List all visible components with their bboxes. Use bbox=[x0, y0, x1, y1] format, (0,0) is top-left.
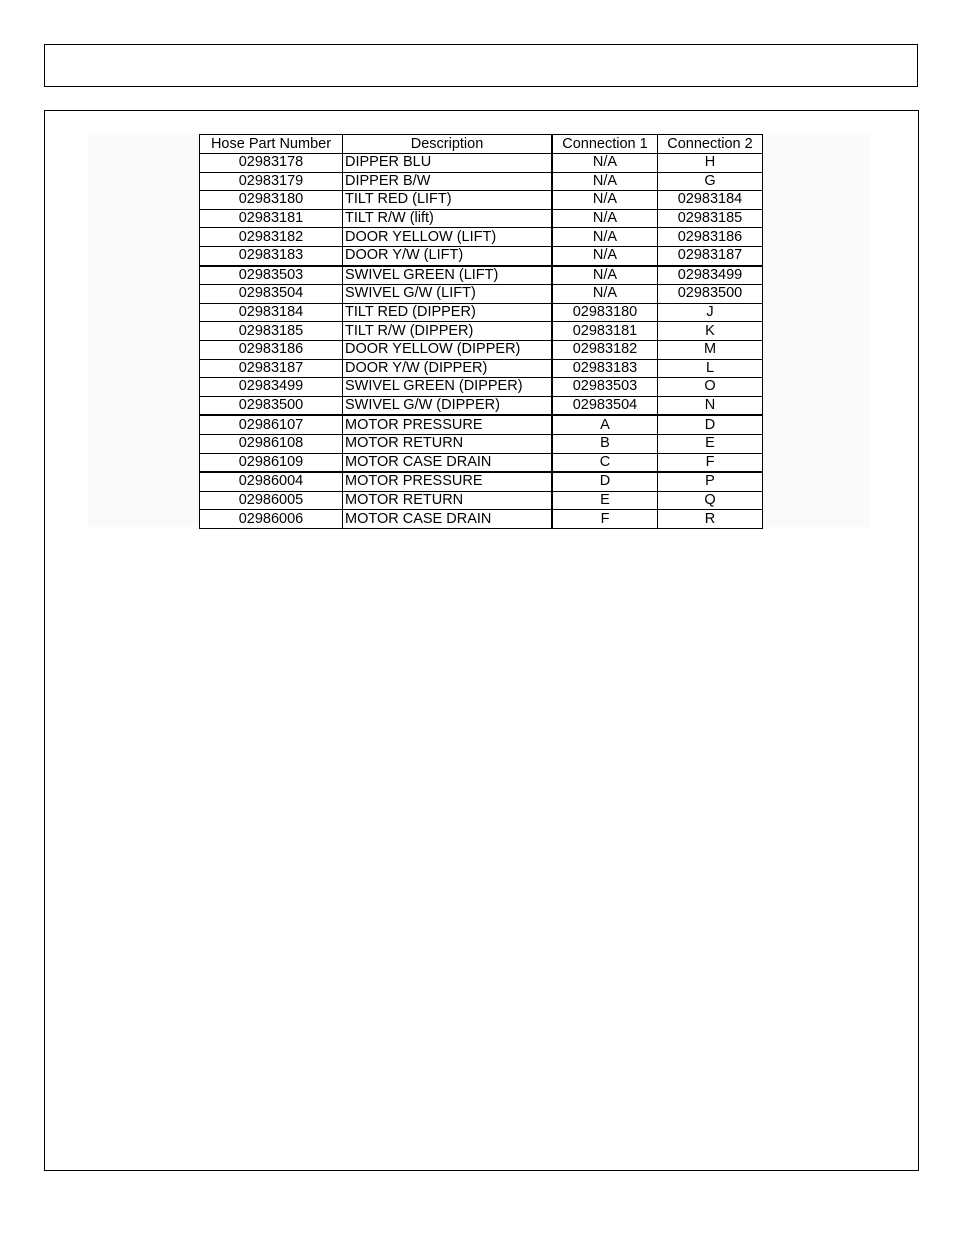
table-row bbox=[200, 491, 763, 510]
part-number-cell: 02983503 bbox=[200, 266, 343, 285]
part-number-cell: 02983186 bbox=[200, 340, 343, 359]
connection-1-cell: 02983503 bbox=[552, 378, 658, 397]
connection-1-cell: 02983183 bbox=[552, 359, 658, 378]
header-part-number: Hose Part Number bbox=[200, 135, 343, 154]
connection-2-cell: 02983187 bbox=[658, 246, 763, 265]
connection-2-cell: H bbox=[658, 154, 763, 173]
table-row bbox=[200, 396, 763, 415]
description-cell: TILT R/W (DIPPER) bbox=[343, 322, 553, 341]
part-number-cell: 02983183 bbox=[200, 246, 343, 265]
connection-1-cell: N/A bbox=[552, 228, 658, 247]
table-row bbox=[200, 154, 763, 173]
part-number-cell: 02983500 bbox=[200, 396, 343, 415]
description-cell: MOTOR CASE DRAIN bbox=[343, 510, 553, 529]
table-row bbox=[200, 228, 763, 247]
part-number-cell: 02986005 bbox=[200, 491, 343, 510]
connection-2-cell: F bbox=[658, 453, 763, 472]
table-row bbox=[200, 378, 763, 397]
description-cell: MOTOR PRESSURE bbox=[343, 472, 553, 491]
description-cell: DOOR Y/W (DIPPER) bbox=[343, 359, 553, 378]
description-cell: DOOR YELLOW (DIPPER) bbox=[343, 340, 553, 359]
table-row bbox=[200, 322, 763, 341]
connection-1-cell: E bbox=[552, 491, 658, 510]
description-cell: DOOR YELLOW (LIFT) bbox=[343, 228, 553, 247]
table-row bbox=[200, 359, 763, 378]
table-row bbox=[200, 510, 763, 529]
table-header-row bbox=[200, 135, 763, 154]
connection-1-cell: N/A bbox=[552, 209, 658, 228]
part-number-cell: 02986004 bbox=[200, 472, 343, 491]
description-cell: TILT R/W (lift) bbox=[343, 209, 553, 228]
connection-2-cell: N bbox=[658, 396, 763, 415]
header-connection-1: Connection 1 bbox=[552, 135, 658, 154]
part-number-cell: 02986006 bbox=[200, 510, 343, 529]
part-number-cell: 02983180 bbox=[200, 191, 343, 210]
connection-2-cell: E bbox=[658, 434, 763, 453]
header-connection-2: Connection 2 bbox=[658, 135, 763, 154]
part-number-cell: 02983179 bbox=[200, 172, 343, 191]
hose-connection-table bbox=[199, 134, 763, 529]
connection-1-cell: 02983180 bbox=[552, 303, 658, 322]
connection-1-cell: N/A bbox=[552, 266, 658, 285]
connection-1-cell: F bbox=[552, 510, 658, 529]
part-number-cell: 02983499 bbox=[200, 378, 343, 397]
connection-2-cell: Q bbox=[658, 491, 763, 510]
description-cell: DOOR Y/W (LIFT) bbox=[343, 246, 553, 265]
connection-1-cell: N/A bbox=[552, 191, 658, 210]
table-row bbox=[200, 453, 763, 472]
part-number-cell: 02983185 bbox=[200, 322, 343, 341]
description-cell: MOTOR RETURN bbox=[343, 491, 553, 510]
description-cell: MOTOR RETURN bbox=[343, 434, 553, 453]
description-cell: SWIVEL GREEN (DIPPER) bbox=[343, 378, 553, 397]
connection-1-cell: B bbox=[552, 434, 658, 453]
page-header-box bbox=[44, 44, 918, 87]
connection-2-cell: 02983185 bbox=[658, 209, 763, 228]
description-cell: MOTOR CASE DRAIN bbox=[343, 453, 553, 472]
part-number-cell: 02983181 bbox=[200, 209, 343, 228]
part-number-cell: 02986109 bbox=[200, 453, 343, 472]
description-cell: DIPPER B/W bbox=[343, 172, 553, 191]
part-number-cell: 02986107 bbox=[200, 415, 343, 434]
description-cell: MOTOR PRESSURE bbox=[343, 415, 553, 434]
connection-2-cell: L bbox=[658, 359, 763, 378]
connection-2-cell: O bbox=[658, 378, 763, 397]
table-row bbox=[200, 415, 763, 434]
connection-2-cell: J bbox=[658, 303, 763, 322]
connection-2-cell: 02983500 bbox=[658, 285, 763, 304]
connection-1-cell: C bbox=[552, 453, 658, 472]
header-description: Description bbox=[343, 135, 553, 154]
connection-2-cell: P bbox=[658, 472, 763, 491]
part-number-cell: 02983187 bbox=[200, 359, 343, 378]
connection-2-cell: 02983499 bbox=[658, 266, 763, 285]
table-row bbox=[200, 434, 763, 453]
part-number-cell: 02986108 bbox=[200, 434, 343, 453]
table-row bbox=[200, 246, 763, 265]
table-row bbox=[200, 285, 763, 304]
table-row bbox=[200, 303, 763, 322]
description-cell: SWIVEL GREEN (LIFT) bbox=[343, 266, 553, 285]
connection-1-cell: N/A bbox=[552, 246, 658, 265]
description-cell: DIPPER BLU bbox=[343, 154, 553, 173]
part-number-cell: 02983178 bbox=[200, 154, 343, 173]
part-number-cell: 02983182 bbox=[200, 228, 343, 247]
table-row bbox=[200, 191, 763, 210]
connection-1-cell: D bbox=[552, 472, 658, 491]
table-row bbox=[200, 472, 763, 491]
connection-2-cell: G bbox=[658, 172, 763, 191]
table-row bbox=[200, 340, 763, 359]
connection-2-cell: 02983184 bbox=[658, 191, 763, 210]
connection-2-cell: D bbox=[658, 415, 763, 434]
connection-1-cell: 02983182 bbox=[552, 340, 658, 359]
connection-2-cell: R bbox=[658, 510, 763, 529]
description-cell: TILT RED (LIFT) bbox=[343, 191, 553, 210]
description-cell: TILT RED (DIPPER) bbox=[343, 303, 553, 322]
description-cell: SWIVEL G/W (DIPPER) bbox=[343, 396, 553, 415]
connection-1-cell: N/A bbox=[552, 285, 658, 304]
table-row bbox=[200, 172, 763, 191]
connection-2-cell: 02983186 bbox=[658, 228, 763, 247]
description-cell: SWIVEL G/W (LIFT) bbox=[343, 285, 553, 304]
connection-1-cell: 02983181 bbox=[552, 322, 658, 341]
table-row bbox=[200, 209, 763, 228]
connection-1-cell: N/A bbox=[552, 154, 658, 173]
connection-1-cell: 02983504 bbox=[552, 396, 658, 415]
connection-2-cell: M bbox=[658, 340, 763, 359]
table-row bbox=[200, 266, 763, 285]
connection-1-cell: N/A bbox=[552, 172, 658, 191]
connection-1-cell: A bbox=[552, 415, 658, 434]
part-number-cell: 02983184 bbox=[200, 303, 343, 322]
connection-2-cell: K bbox=[658, 322, 763, 341]
part-number-cell: 02983504 bbox=[200, 285, 343, 304]
